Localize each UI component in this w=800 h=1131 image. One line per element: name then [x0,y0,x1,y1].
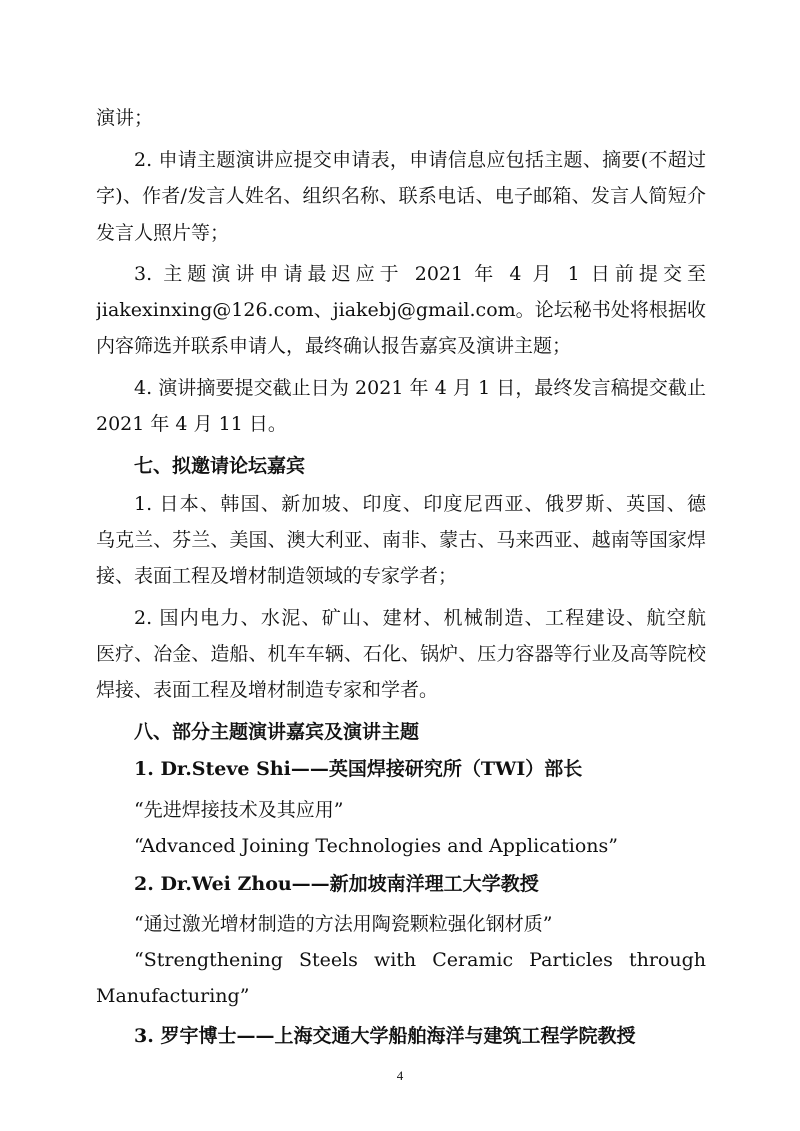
text-line: 发言人照片等； [96,222,230,244]
talk-title-zh: “先进焊接技术及其应用” [134,799,344,821]
text-line: jiakexinxing@126.com、jiakebj@gmail.com。论坛秘书处将根据收 [96,299,706,321]
text-line: 2. 申请主题演讲应提交申请表，申请信息应包括主题、摘要(不超过 [134,149,706,171]
text-line: 3. 主题演讲申请最迟应于 2021 年 4 月 1 日前提交至 [134,263,706,285]
section-heading: 七、拟邀请论坛嘉宾 [134,455,306,477]
text-line: 1. 日本、韩国、新加坡、印度、印度尼西亚、俄罗斯、英国、德 [134,493,706,515]
text-line: 乌克兰、芬兰、美国、澳大利亚、南非、蒙古、马来西亚、越南等国家焊 [96,529,706,551]
text-line: 接、表面工程及增材制造领域的专家学者； [96,565,458,587]
text-line: 演讲； [96,107,154,129]
talk-title-zh: “通过激光增材制造的方法用陶瓷颗粒强化钢材质” [134,913,553,935]
talk-title-en: “Strengthening Steels with Ceramic Particles through [134,949,706,971]
page-number: 4 [396,1068,404,1083]
text-line: 焊接、表面工程及增材制造专家和学者。 [96,679,439,701]
text-line: 2021 年 4 月 11 日。 [96,413,287,435]
section-heading: 八、部分主题演讲嘉宾及演讲主题 [134,721,420,743]
text-line: 医疗、冶金、造船、机车车辆、石化、锅炉、压力容器等行业及高等院校 [96,643,706,665]
text-line: 4. 演讲摘要提交截止日为 2021 年 4 月 1 日，最终发言稿提交截止 [134,377,706,399]
talk-title-en: “Advanced Joining Technologies and Applications” [134,835,618,857]
speaker-heading: 2. Dr.Wei Zhou——新加坡南洋理工大学教授 [134,873,539,895]
talk-title-en-cont: Manufacturing” [96,985,250,1007]
text-line: 字)、作者/发言人姓名、组织名称、联系电话、电子邮箱、发言人简短介 [96,185,706,207]
text-line: 内容筛选并联系申请人，最终确认报告嘉宾及演讲主题； [96,335,572,357]
speaker-heading: 1. Dr.Steve Shi——英国焊接研究所（TWI）部长 [134,758,583,780]
speaker-heading: 3. 罗宇博士——上海交通大学船舶海洋与建筑工程学院教授 [134,1025,636,1047]
text-line: 2. 国内电力、水泥、矿山、建材、机械制造、工程建设、航空航 [134,607,706,629]
